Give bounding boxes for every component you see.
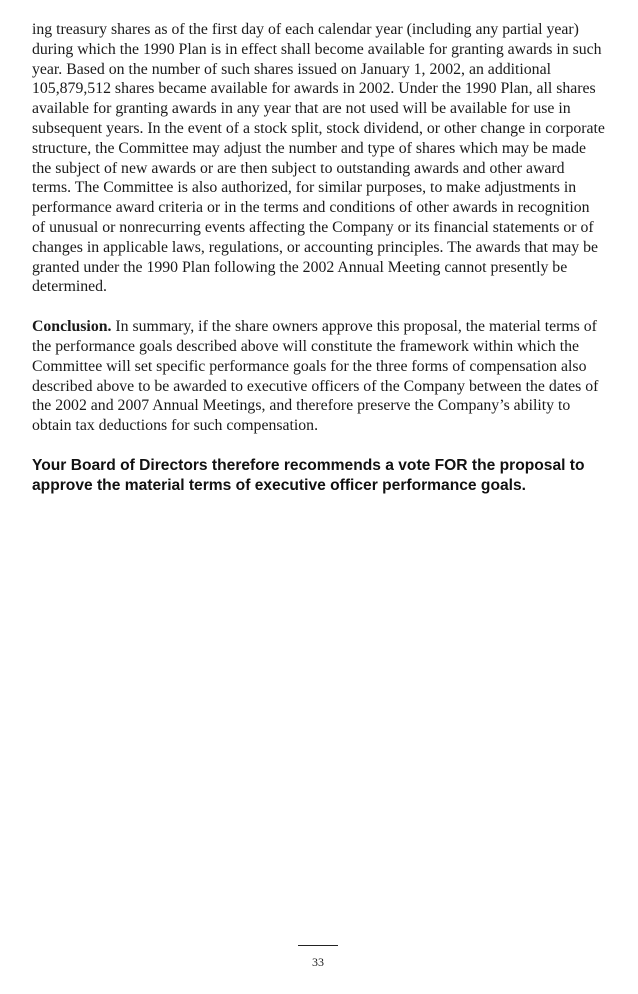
page-number: 33: [312, 955, 324, 969]
paragraph-conclusion: [32, 317, 606, 436]
paragraph-treasury-shares: ing treasury shares as of the first day of each calendar year (including any partial year) during which the 1990 Plan is in effect shall become available for granting awards in such year. Based on the number of such shares issued on January 1, 2002, an additional 105,879,512 shares became available for awards in 2002. Under the 1990 Plan, all shares available for granting awards in any year that are not used will be available for use in subsequent years. In the event of a stock split, stock dividend, or other change in corporate structure, the Committee may adjust the number and type of shares which may be made the subject of new awards or are then subject to outstanding awards and other award terms. The Committee is also authorized, for similar purposes, to make adjustments in performance award criteria or in the terms and conditions of other awards in recognition of unusual or nonrecurring events affecting the Company or its financial statements or of changes in applicable laws, regulations, or accounting principles. The awards that may be granted under the 1990 Plan following the 2002 Annual Meeting cannot presently be determined.: [32, 21, 605, 296]
conclusion-text: In summary, if the share owners approve this proposal, the material terms of the performance goals described above will constitute the framework within which the Committee will set specific performance goals for the three forms of compensation also described above to be awarded to executive officers of the Company between the dates of the 2002 and 2007 Annual Meetings, and therefore preserve the Company’s ability to obtain tax deductions for such compensation.: [32, 318, 599, 435]
footer-divider: [298, 945, 338, 946]
conclusion-heading: Conclusion.: [32, 318, 112, 336]
document-body: [32, 20, 606, 496]
board-recommendation: Your Board of Directors therefore recommends a vote FOR the proposal to approve the material terms of executive officer performance goals.: [32, 456, 585, 494]
